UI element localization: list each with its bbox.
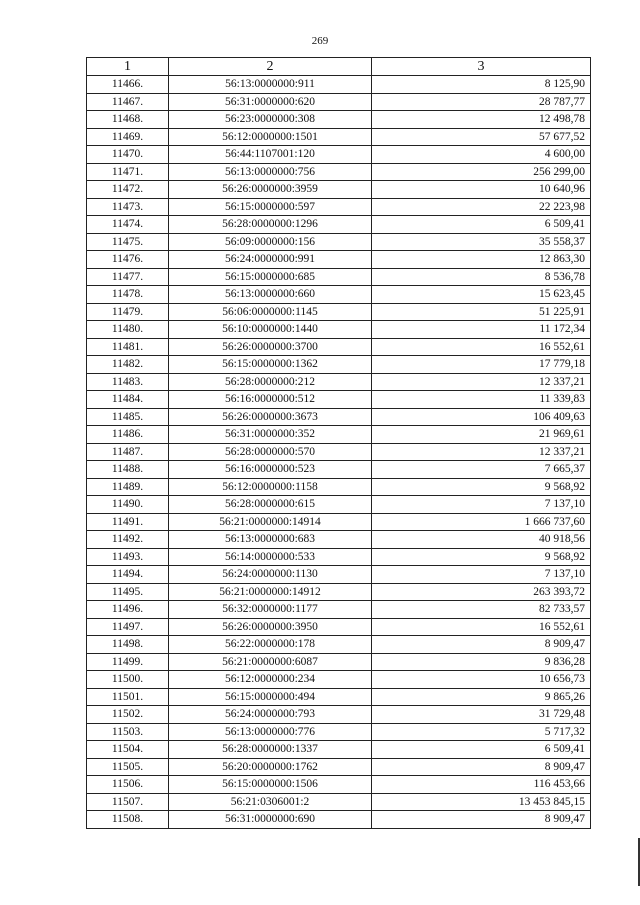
row-number: 11467. bbox=[87, 93, 169, 111]
cadastral-number: 56:32:0000000:1177 bbox=[169, 601, 372, 619]
table-row bbox=[87, 478, 591, 496]
amount-value: 11 339,83 bbox=[372, 391, 591, 409]
amount-value: 51 225,91 bbox=[372, 303, 591, 321]
amount-value: 8 909,47 bbox=[372, 636, 591, 654]
table-row bbox=[87, 111, 591, 129]
table-row bbox=[87, 181, 591, 199]
row-number: 11496. bbox=[87, 601, 169, 619]
row-number: 11507. bbox=[87, 793, 169, 811]
cadastral-number: 56:21:0000000:14912 bbox=[169, 583, 372, 601]
amount-value: 8 125,90 bbox=[372, 76, 591, 94]
row-number: 11508. bbox=[87, 811, 169, 829]
row-number: 11486. bbox=[87, 426, 169, 444]
amount-value: 16 552,61 bbox=[372, 338, 591, 356]
table-row bbox=[87, 443, 591, 461]
table-row bbox=[87, 233, 591, 251]
row-number: 11481. bbox=[87, 338, 169, 356]
amount-value: 16 552,61 bbox=[372, 618, 591, 636]
table-row bbox=[87, 723, 591, 741]
amount-value: 10 656,73 bbox=[372, 671, 591, 689]
cadastral-number: 56:13:0000000:776 bbox=[169, 723, 372, 741]
row-number: 11479. bbox=[87, 303, 169, 321]
amount-value: 11 172,34 bbox=[372, 321, 591, 339]
row-number: 11482. bbox=[87, 356, 169, 374]
row-number: 11490. bbox=[87, 496, 169, 514]
row-number: 11495. bbox=[87, 583, 169, 601]
amount-value: 15 623,45 bbox=[372, 286, 591, 304]
table-row bbox=[87, 426, 591, 444]
cadastral-number: 56:12:0000000:1158 bbox=[169, 478, 372, 496]
amount-value: 6 509,41 bbox=[372, 216, 591, 234]
table-row bbox=[87, 216, 591, 234]
page-number: 269 bbox=[311, 35, 329, 47]
cadastral-number: 56:13:0000000:911 bbox=[169, 76, 372, 94]
table-row bbox=[87, 268, 591, 286]
cadastral-number: 56:09:0000000:156 bbox=[169, 233, 372, 251]
row-number: 11471. bbox=[87, 163, 169, 181]
amount-value: 13 453 845,15 bbox=[372, 793, 591, 811]
cadastral-number: 56:31:0000000:690 bbox=[169, 811, 372, 829]
table-row bbox=[87, 408, 591, 426]
amount-value: 57 677,52 bbox=[372, 128, 591, 146]
amount-value: 4 600,00 bbox=[372, 146, 591, 164]
row-number: 11504. bbox=[87, 741, 169, 759]
table-row bbox=[87, 618, 591, 636]
amount-value: 82 733,57 bbox=[372, 601, 591, 619]
amount-value: 31 729,48 bbox=[372, 706, 591, 724]
row-number: 11488. bbox=[87, 461, 169, 479]
row-number: 11475. bbox=[87, 233, 169, 251]
table-row bbox=[87, 286, 591, 304]
cadastral-number: 56:12:0000000:234 bbox=[169, 671, 372, 689]
amount-value: 106 409,63 bbox=[372, 408, 591, 426]
table-row bbox=[87, 163, 591, 181]
cadastral-number: 56:16:0000000:523 bbox=[169, 461, 372, 479]
amount-value: 28 787,77 bbox=[372, 93, 591, 111]
row-number: 11473. bbox=[87, 198, 169, 216]
table-row bbox=[87, 688, 591, 706]
cadastral-number: 56:28:0000000:1337 bbox=[169, 741, 372, 759]
row-number: 11499. bbox=[87, 653, 169, 671]
table-row bbox=[87, 776, 591, 794]
cadastral-number: 56:28:0000000:212 bbox=[169, 373, 372, 391]
table-row bbox=[87, 531, 591, 549]
cadastral-number: 56:26:0000000:3959 bbox=[169, 181, 372, 199]
cadastral-number: 56:12:0000000:1501 bbox=[169, 128, 372, 146]
row-number: 11470. bbox=[87, 146, 169, 164]
amount-value: 1 666 737,60 bbox=[372, 513, 591, 531]
row-number: 11476. bbox=[87, 251, 169, 269]
row-number: 11483. bbox=[87, 373, 169, 391]
table-row bbox=[87, 391, 591, 409]
cadastral-number: 56:13:0000000:683 bbox=[169, 531, 372, 549]
cadastral-number: 56:15:0000000:494 bbox=[169, 688, 372, 706]
column-header-3: 3 bbox=[372, 58, 591, 76]
table-row bbox=[87, 76, 591, 94]
row-number: 11494. bbox=[87, 566, 169, 584]
cadastral-number: 56:22:0000000:178 bbox=[169, 636, 372, 654]
table-row bbox=[87, 251, 591, 269]
amount-value: 9 865,26 bbox=[372, 688, 591, 706]
table-row bbox=[87, 758, 591, 776]
table-row bbox=[87, 93, 591, 111]
row-number: 11498. bbox=[87, 636, 169, 654]
cadastral-number: 56:13:0000000:756 bbox=[169, 163, 372, 181]
cadastral-number: 56:21:0306001:2 bbox=[169, 793, 372, 811]
table-row bbox=[87, 338, 591, 356]
table-row bbox=[87, 496, 591, 514]
cadastral-number: 56:21:0000000:6087 bbox=[169, 653, 372, 671]
row-number: 11472. bbox=[87, 181, 169, 199]
cadastral-number: 56:15:0000000:685 bbox=[169, 268, 372, 286]
row-number: 11487. bbox=[87, 443, 169, 461]
cadastral-number: 56:31:0000000:352 bbox=[169, 426, 372, 444]
row-number: 11505. bbox=[87, 758, 169, 776]
row-number: 11474. bbox=[87, 216, 169, 234]
amount-value: 22 223,98 bbox=[372, 198, 591, 216]
cadastral-number: 56:15:0000000:1362 bbox=[169, 356, 372, 374]
table-row bbox=[87, 793, 591, 811]
row-number: 11478. bbox=[87, 286, 169, 304]
row-number: 11468. bbox=[87, 111, 169, 129]
cadastral-number: 56:10:0000000:1440 bbox=[169, 321, 372, 339]
amount-value: 12 863,30 bbox=[372, 251, 591, 269]
table-row bbox=[87, 548, 591, 566]
amount-value: 10 640,96 bbox=[372, 181, 591, 199]
table-row bbox=[87, 198, 591, 216]
cadastral-number: 56:21:0000000:14914 bbox=[169, 513, 372, 531]
amount-value: 9 568,92 bbox=[372, 548, 591, 566]
table-body bbox=[87, 76, 591, 829]
table-row bbox=[87, 706, 591, 724]
row-number: 11484. bbox=[87, 391, 169, 409]
cadastral-number: 56:16:0000000:512 bbox=[169, 391, 372, 409]
row-number: 11502. bbox=[87, 706, 169, 724]
amount-value: 116 453,66 bbox=[372, 776, 591, 794]
amount-value: 17 779,18 bbox=[372, 356, 591, 374]
table-row bbox=[87, 653, 591, 671]
row-number: 11469. bbox=[87, 128, 169, 146]
column-header-2: 2 bbox=[169, 58, 372, 76]
amount-value: 256 299,00 bbox=[372, 163, 591, 181]
table-row bbox=[87, 566, 591, 584]
table-row bbox=[87, 146, 591, 164]
row-number: 11492. bbox=[87, 531, 169, 549]
table-row bbox=[87, 636, 591, 654]
cadastral-number: 56:28:0000000:615 bbox=[169, 496, 372, 514]
row-number: 11500. bbox=[87, 671, 169, 689]
table-row bbox=[87, 461, 591, 479]
amount-value: 12 498,78 bbox=[372, 111, 591, 129]
amount-value: 7 137,10 bbox=[372, 566, 591, 584]
cadastral-number: 56:13:0000000:660 bbox=[169, 286, 372, 304]
row-number: 11480. bbox=[87, 321, 169, 339]
amount-value: 7 137,10 bbox=[372, 496, 591, 514]
cadastral-number: 56:26:0000000:3950 bbox=[169, 618, 372, 636]
amount-value: 8 536,78 bbox=[372, 268, 591, 286]
row-number: 11466. bbox=[87, 76, 169, 94]
row-number: 11501. bbox=[87, 688, 169, 706]
table-row bbox=[87, 373, 591, 391]
cadastral-number: 56:06:0000000:1145 bbox=[169, 303, 372, 321]
table-row bbox=[87, 671, 591, 689]
amount-value: 12 337,21 bbox=[372, 373, 591, 391]
table-row bbox=[87, 321, 591, 339]
cadastral-number: 56:26:0000000:3673 bbox=[169, 408, 372, 426]
row-number: 11493. bbox=[87, 548, 169, 566]
row-number: 11485. bbox=[87, 408, 169, 426]
table-row bbox=[87, 513, 591, 531]
cadastral-number: 56:28:0000000:1296 bbox=[169, 216, 372, 234]
cadastral-number: 56:15:0000000:1506 bbox=[169, 776, 372, 794]
amount-value: 7 665,37 bbox=[372, 461, 591, 479]
cadastral-number: 56:14:0000000:533 bbox=[169, 548, 372, 566]
row-number: 11497. bbox=[87, 618, 169, 636]
cadastral-number: 56:44:1107001:120 bbox=[169, 146, 372, 164]
table-row bbox=[87, 128, 591, 146]
cadastral-number: 56:20:0000000:1762 bbox=[169, 758, 372, 776]
cadastral-number: 56:24:0000000:991 bbox=[169, 251, 372, 269]
amount-value: 8 909,47 bbox=[372, 758, 591, 776]
cadastral-number: 56:24:0000000:793 bbox=[169, 706, 372, 724]
cadastral-number: 56:23:0000000:308 bbox=[169, 111, 372, 129]
cadastral-number: 56:28:0000000:570 bbox=[169, 443, 372, 461]
cadastral-number: 56:24:0000000:1130 bbox=[169, 566, 372, 584]
table-row bbox=[87, 356, 591, 374]
amount-value: 9 836,28 bbox=[372, 653, 591, 671]
table-row bbox=[87, 601, 591, 619]
table-row bbox=[87, 741, 591, 759]
amount-value: 40 918,56 bbox=[372, 531, 591, 549]
amount-value: 21 969,61 bbox=[372, 426, 591, 444]
row-number: 11477. bbox=[87, 268, 169, 286]
amount-value: 8 909,47 bbox=[372, 811, 591, 829]
cadastral-table bbox=[86, 57, 591, 829]
table-header-row bbox=[87, 58, 591, 76]
table-row bbox=[87, 303, 591, 321]
amount-value: 12 337,21 bbox=[372, 443, 591, 461]
amount-value: 35 558,37 bbox=[372, 233, 591, 251]
amount-value: 263 393,72 bbox=[372, 583, 591, 601]
row-number: 11506. bbox=[87, 776, 169, 794]
amount-value: 5 717,32 bbox=[372, 723, 591, 741]
cadastral-number: 56:15:0000000:597 bbox=[169, 198, 372, 216]
cadastral-number: 56:31:0000000:620 bbox=[169, 93, 372, 111]
table-row bbox=[87, 583, 591, 601]
column-header-1: 1 bbox=[87, 58, 169, 76]
amount-value: 6 509,41 bbox=[372, 741, 591, 759]
row-number: 11491. bbox=[87, 513, 169, 531]
table-row bbox=[87, 811, 591, 829]
row-number: 11489. bbox=[87, 478, 169, 496]
amount-value: 9 568,92 bbox=[372, 478, 591, 496]
cadastral-number: 56:26:0000000:3700 bbox=[169, 338, 372, 356]
row-number: 11503. bbox=[87, 723, 169, 741]
